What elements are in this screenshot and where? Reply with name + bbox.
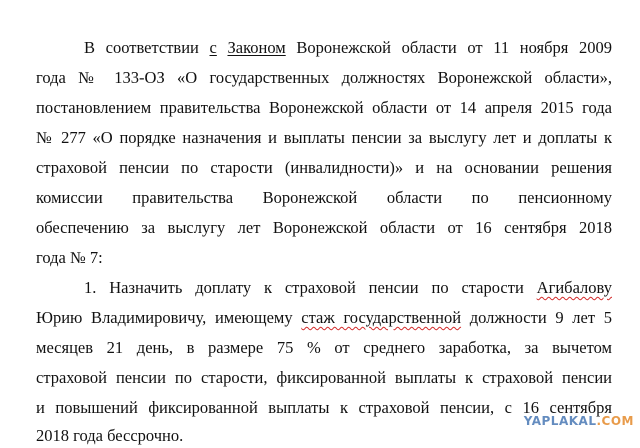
text-line: года № 7: (36, 248, 103, 267)
text-line: В соответствии с Законом Воронежской области от 11 ноября 2009 (84, 38, 612, 57)
text-line: постановлением правительства Воронежской области от 14 апреля 2015 года (36, 98, 612, 117)
text-line: 1. Назначить доплату к страховой пенсии по старости Агибалову (84, 278, 612, 297)
text-line: комиссии правительства Воронежской области по пенсионному (36, 188, 612, 207)
text-line: страховой пенсии по старости (инвалидности)» и на основании решения (36, 158, 612, 177)
site-watermark: YAPLAKAL.COM (523, 414, 634, 428)
text-line: года № 133-ОЗ «О государственных должностях Воронежской области», (36, 68, 612, 87)
text-line: 2018 года бессрочно. (36, 426, 184, 445)
text-line: и повышений фиксированной выплаты к страховой пенсии, с 16 сентября (36, 398, 612, 417)
text-line: Юрию Владимировичу, имеющему стаж государственной должности 9 лет 5 (36, 308, 612, 327)
underlined-word: с (209, 38, 217, 57)
spellcheck-phrase: стаж государственной (301, 308, 462, 327)
text-line: страховой пенсии по старости, фиксированной выплаты к страховой пенсии (36, 368, 612, 387)
text-line: месяцев 21 день, в размере 75 % от среднего заработка, за вычетом (36, 338, 612, 357)
spellcheck-word: Агибалову (536, 278, 612, 297)
text-line: обеспечению за выслугу лет Воронежской области от 16 сентября 2018 (36, 218, 612, 237)
text-line: № 277 «О порядке назначения и выплаты пенсии за выслугу лет и доплаты к (36, 128, 612, 147)
underlined-word: Законом (227, 38, 286, 57)
